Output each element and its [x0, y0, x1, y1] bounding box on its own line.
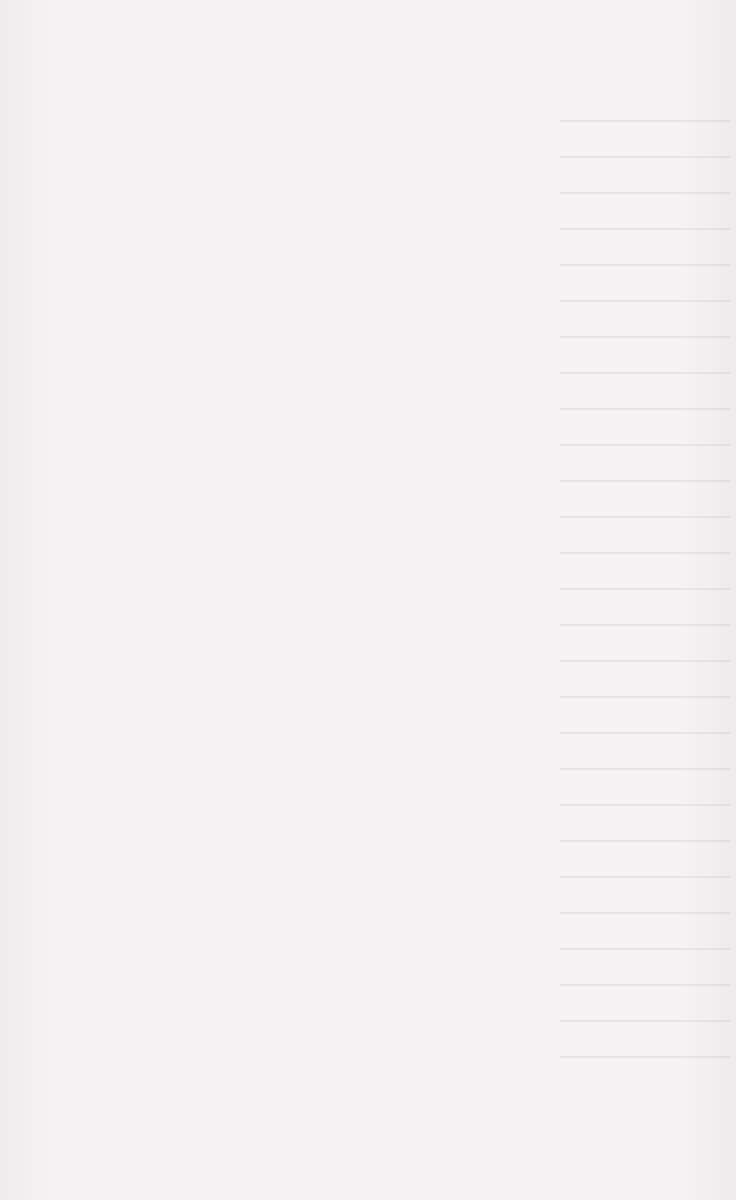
show-through-text [560, 120, 730, 1080]
table-of-contents [72, 40, 712, 46]
